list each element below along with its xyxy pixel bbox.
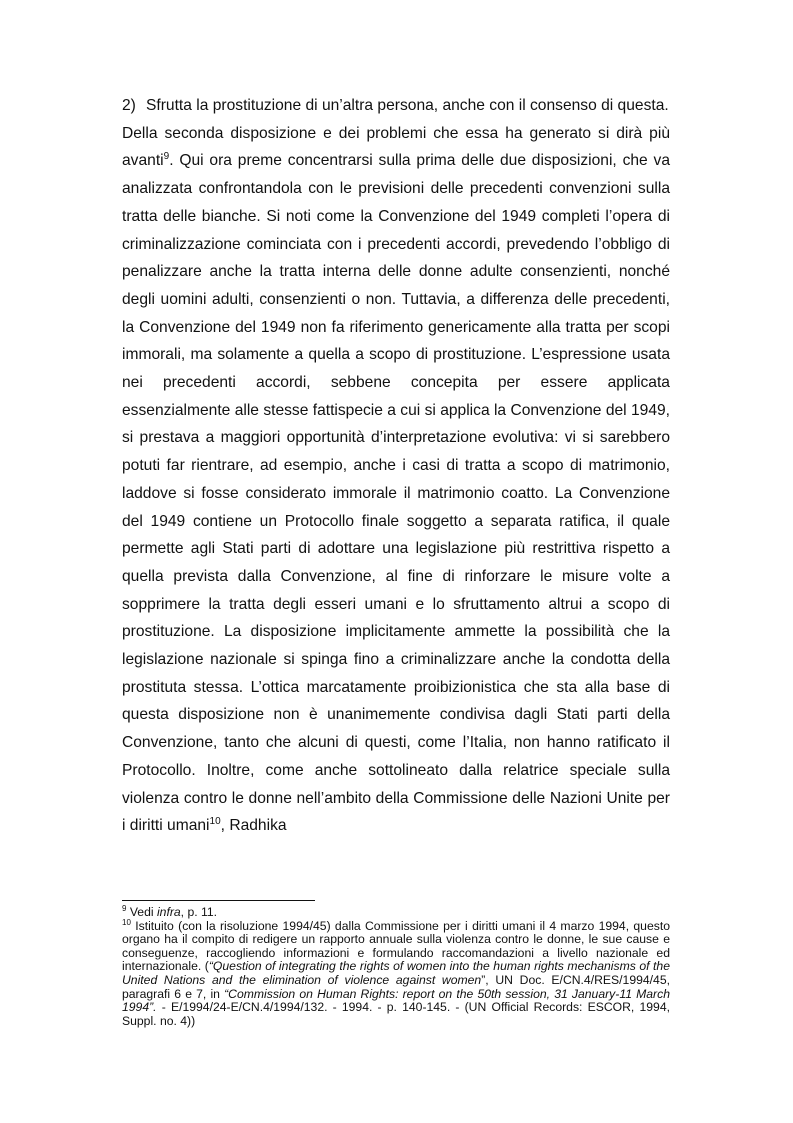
footnote-separator xyxy=(122,900,315,901)
footnote-ref-9[interactable]: 9 xyxy=(163,151,170,163)
footnote-marker-9: 9 xyxy=(122,903,127,913)
footnote-10-italic-2: “Commission on Human Rights: report on the 50th session, 31 January-11 March 1994”. xyxy=(122,986,670,1015)
footnote-marker-10: 10 xyxy=(122,917,131,927)
footnote-9-text: Vedi xyxy=(126,905,157,919)
footnote-10 xyxy=(122,917,670,1029)
footnote-9-text-end: , p. 11. xyxy=(180,905,218,919)
footnotes xyxy=(122,903,670,1028)
paragraph-text-1: Della seconda disposizione e dei problemi che essa ha generato si dirà più avanti xyxy=(122,124,670,170)
paragraph-text-2: . Qui ora preme concentrarsi sulla prima delle due disposizioni, che va analizzata confrontandola con le previsioni delle precedenti convenzioni sulla tratta delle bianche. Si noti come la Convenzione del 1949 completi l’opera di criminalizzazione cominciata con i precedenti accordi, prevedendo l’obbligo di penalizzare anche la tratta interna delle donne adulte consenzienti, nonché degli uomini adulti, consenzienti o non. Tuttavia, a differenza delle precedenti, la Convenzione del 1949 non fa riferimento genericamente alla tratta per scopi immorali, ma solamente a quella a scopo di prostituzione. L’espressione usata nei precedenti accordi, sebbene concepita per essere applicata essenzialmente alle stesse fattispecie a cui si applica la Convenzione del 1949, si prestava a maggiori opportunità d’interpretazione evolutiva: vi si sarebbero potuti far rientrare, ad esempio, anche i casi di tratta a scopo di matrimonio, laddove si fosse considerato immorale il matrimonio coatto. La Convenzione del 1949 contiene un Protocollo finale soggetto a separata ratifica, il quale permette agli Stati parti di adottare una legislazione più restrittiva rispetto a quella prevista dalla Convenzione, al fine di rinforzare le misure volte a sopprimere la tratta degli esseri umani e lo sfruttamento altrui a scopo di prostituzione. La disposizione implicitamente ammette la possibilità che la legislazione nazionale si spinga fino a criminalizzare anche la condotta della prostituta stessa. L’ottica marcatamente proibizionistica che sta alla base di questa disposizione non è unanimemente condivisa dagli Stati parti della Convenzione, tanto che alcuni di questi, come l’Italia, non hanno ratificato il Protocollo. Inoltre, come anche sottolineato dalla relatrice speciale sulla violenza contro le donne nell’ambito della Commissione delle Nazioni Unite per i diritti umani xyxy=(122,152,670,835)
body-paragraph xyxy=(122,120,670,840)
footnote-9-italic: infra xyxy=(156,905,181,919)
paragraph-text-3: , Radhika xyxy=(220,817,287,835)
footnote-9 xyxy=(122,903,670,920)
footnote-10-text-2: ”, UN Doc. E/CN.4/RES/1994/45, paragrafi 6 e 7, in xyxy=(122,972,670,1001)
list-item xyxy=(122,92,670,120)
footnote-10-text-1: Istituito (con la risoluzione 1994/45) dalla Commissione per i diritti umani il 4 marzo 1994, questo organo ha il compito di redigere un rapporto annuale sulla violenza contro le donne, le sue cause e conseguenze, raccogliendo informazioni e formulando raccomandazioni a livello nazionale ed internazionale. ( xyxy=(122,918,670,974)
list-item-number: 2) xyxy=(122,97,136,114)
footnote-ref-10[interactable]: 10 xyxy=(209,816,221,828)
page-body xyxy=(122,92,670,840)
footnote-10-text-3: - E/1994/24-E/CN.4/1994/132. - 1994. - p. 140-145. - (UN Official Records: ESCOR, 1994, Suppl. no. 4)) xyxy=(122,1000,670,1028)
footnote-10-italic-1: “Question of integrating the rights of women into the human rights mechanisms of the United Nations and the elimination of violence against women xyxy=(122,959,670,987)
list-item-text: Sfrutta la prostituzione di un’altra persona, anche con il consenso di questa. xyxy=(146,97,669,114)
